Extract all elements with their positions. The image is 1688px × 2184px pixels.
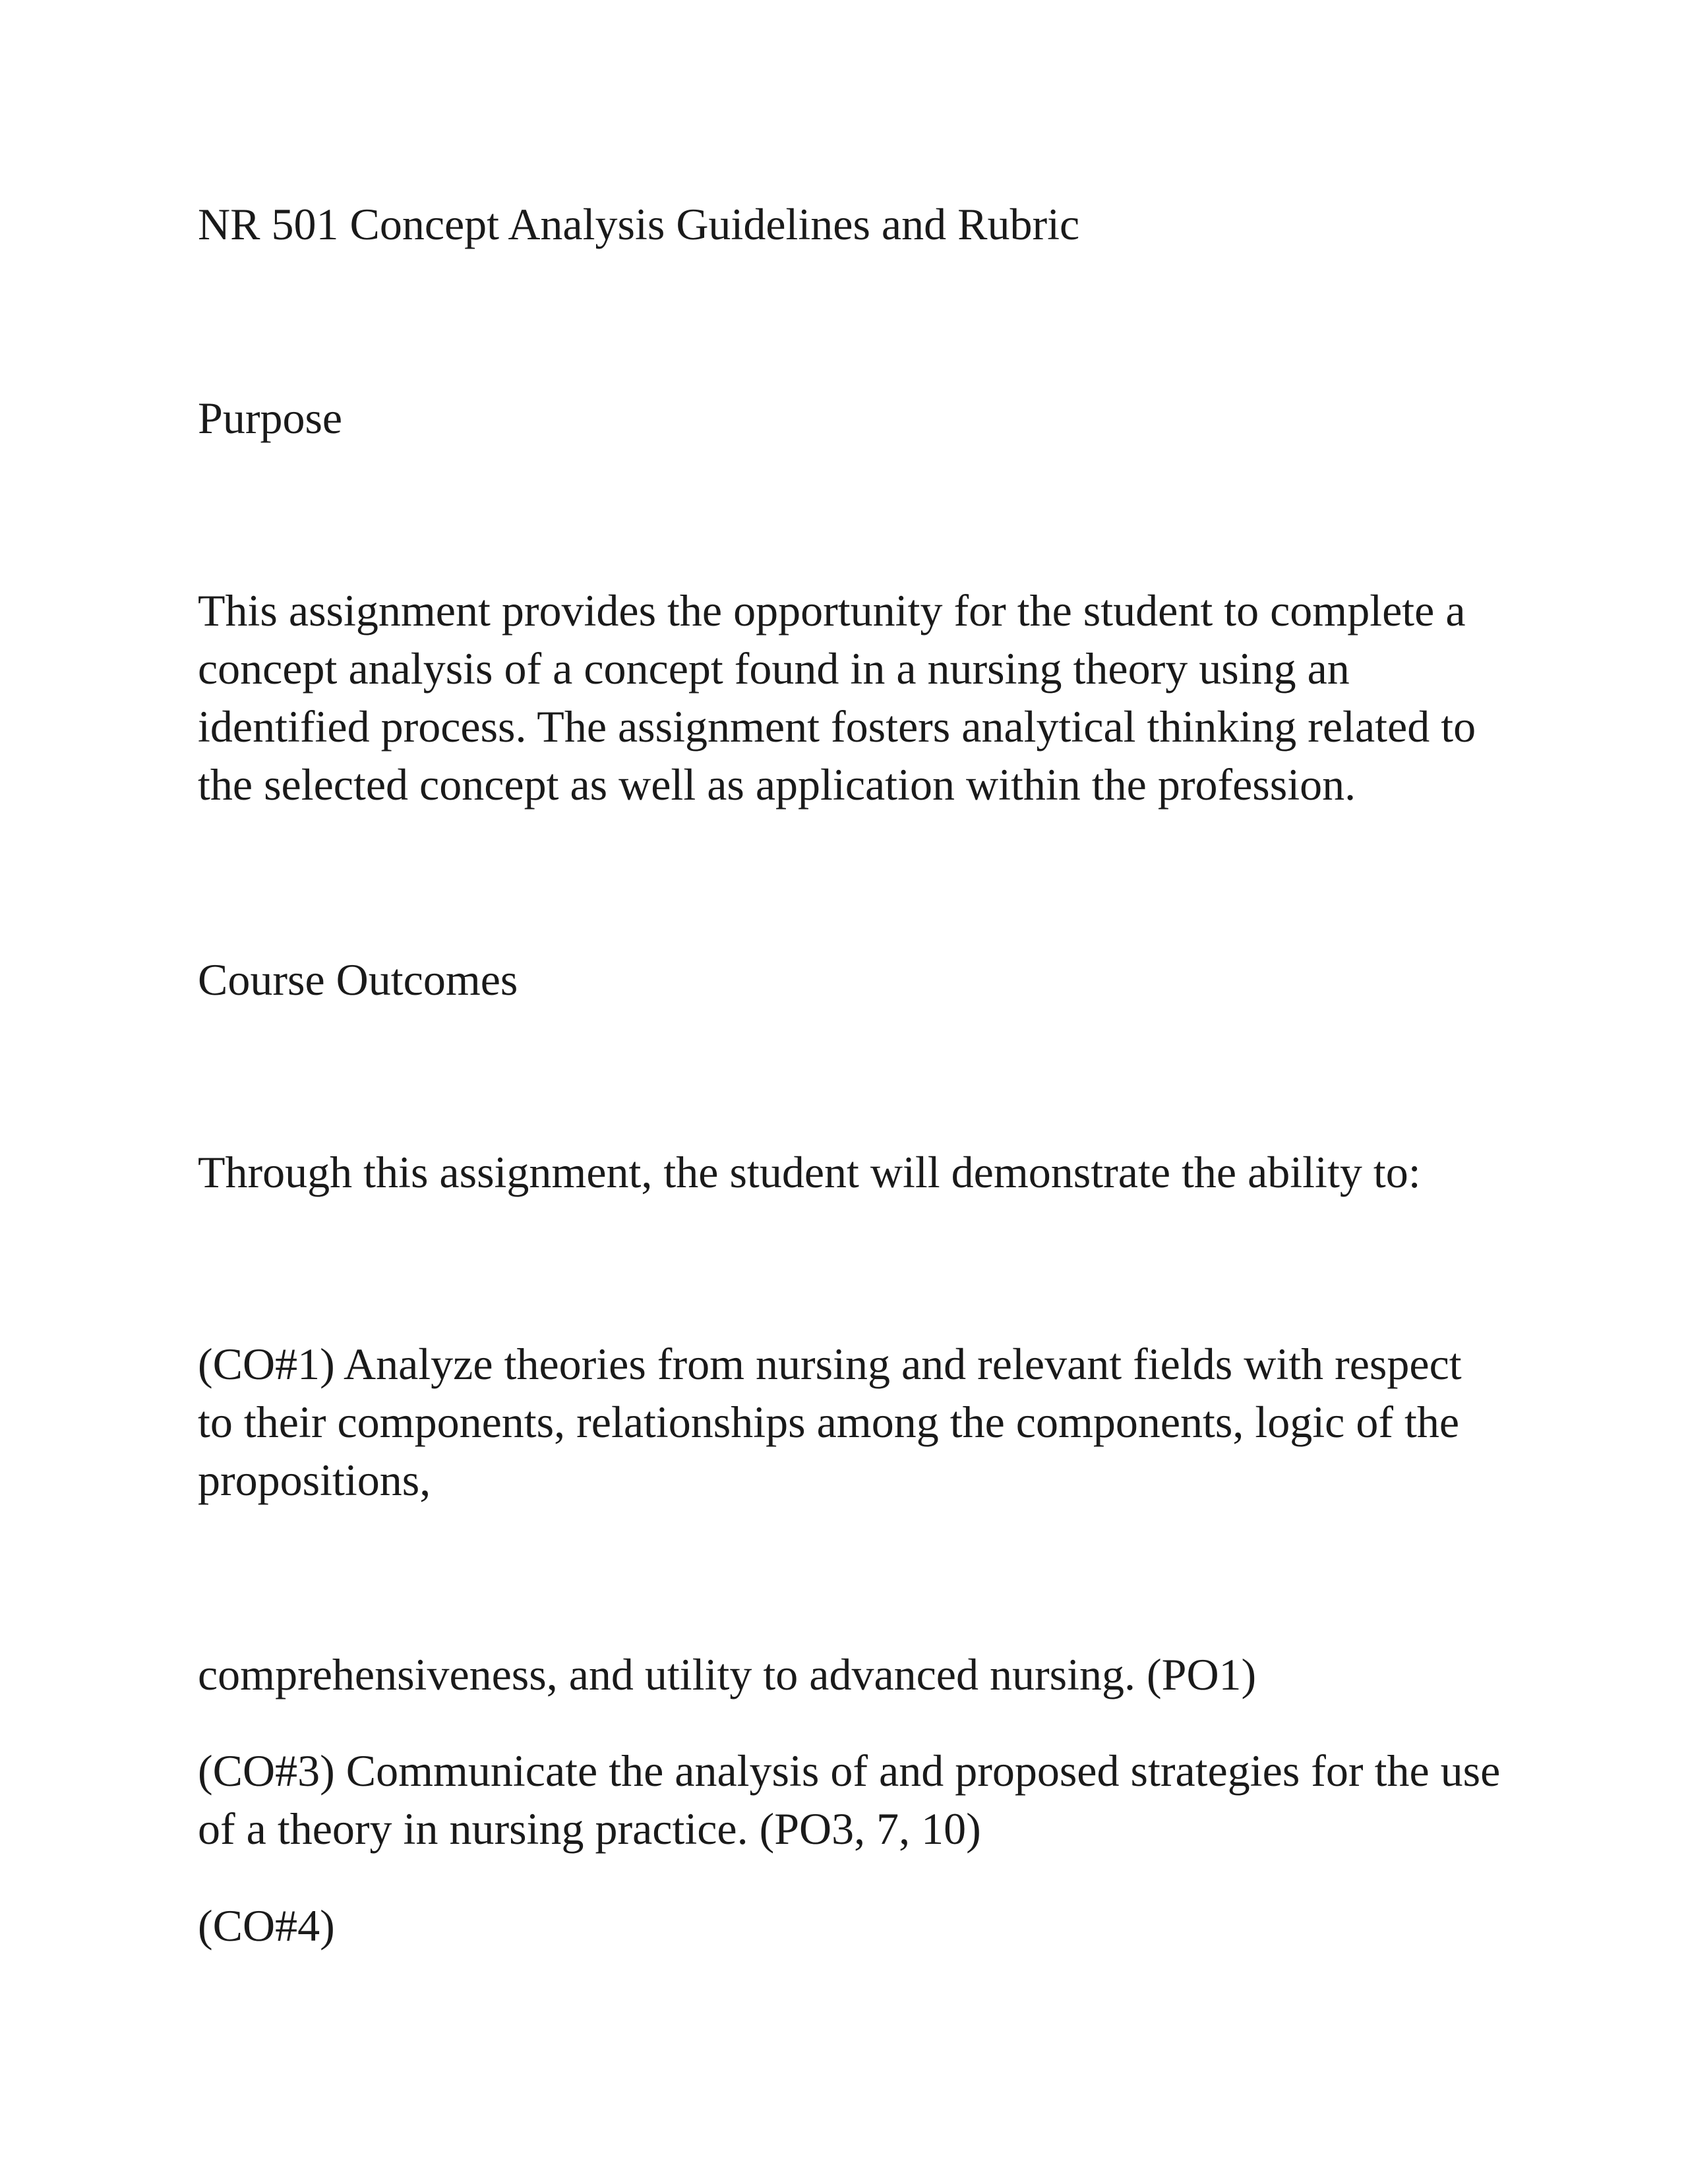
purpose-line: identified process. The assignment fosters analytical thinking related to [198,701,1476,752]
purpose-line: concept analysis of a concept found in a nursing theory using an [198,643,1350,694]
intro-sentence: Through this assignment, the student will demonstrate the ability to: [198,1147,1421,1197]
course-outcome-3 [198,1742,1500,1858]
co3-line: (CO#3) Communicate the analysis of and proposed strategies for the use [198,1746,1501,1796]
course-outcome-1 [198,1335,1462,1509]
co3-line: of a theory in nursing practice. (PO3, 7, 10) [198,1804,981,1854]
course-outcome-4: (CO#4) [198,1901,335,1951]
purpose-line: This assignment provides the opportunity for the student to complete a [198,585,1466,635]
purpose-heading: Purpose [198,393,343,443]
course-outcomes-heading: Course Outcomes [198,955,518,1005]
co1-line: propositions, [198,1455,431,1505]
co1-line: (CO#1) Analyze theories from nursing and relevant fields with respect [198,1339,1462,1389]
co1-line: to their components, relationships among the components, logic of the [198,1397,1460,1447]
purpose-paragraph [198,581,1476,813]
document-title: NR 501 Concept Analysis Guidelines and Rubric [198,199,1080,249]
course-outcome-1-continuation: comprehensiveness, and utility to advanced nursing. (PO1) [198,1649,1257,1699]
purpose-line: the selected concept as well as application within the profession. [198,759,1356,810]
